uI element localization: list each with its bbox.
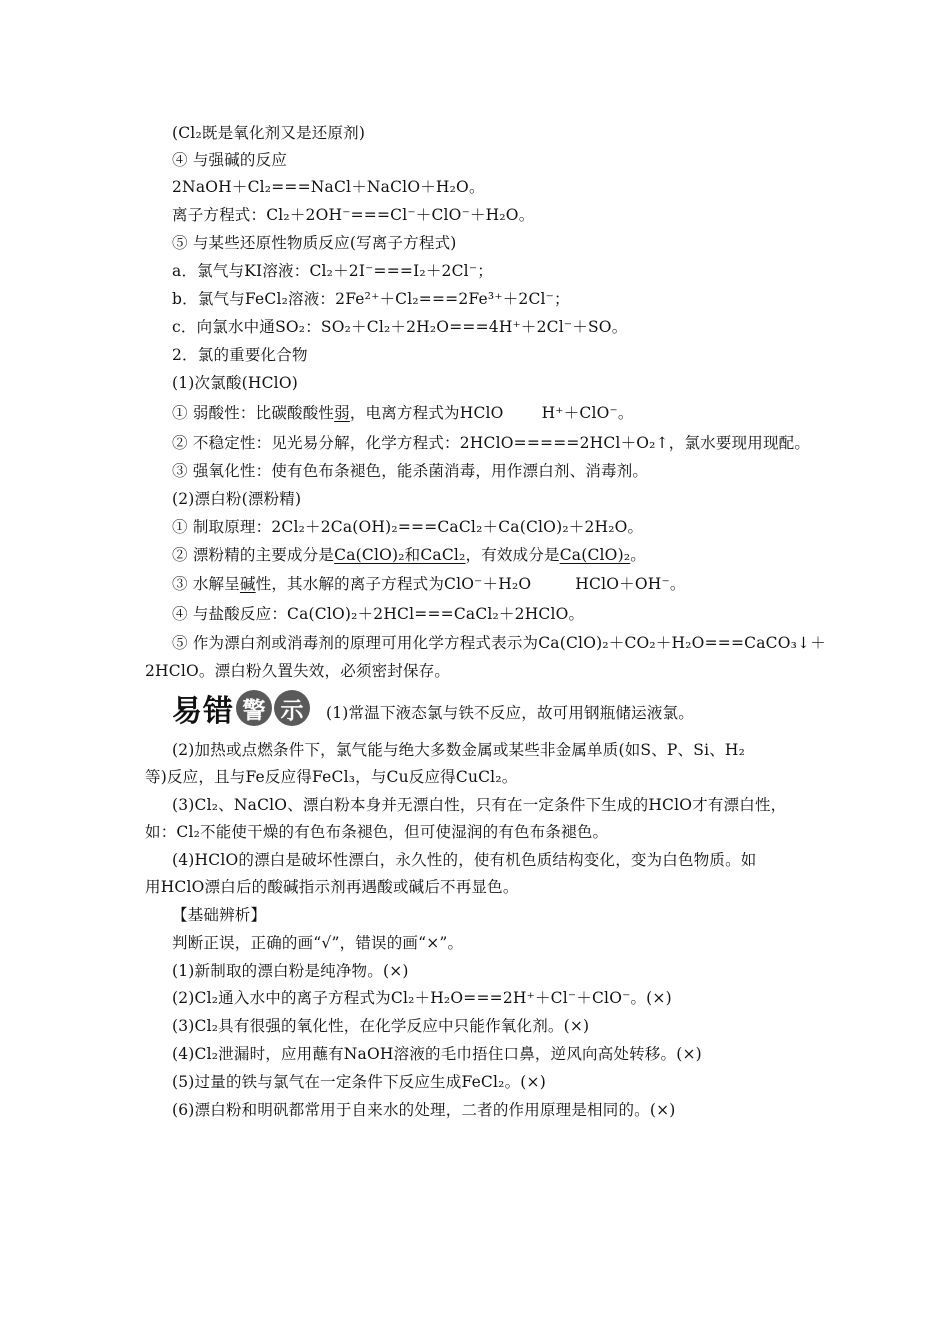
warning-item: (3)Cl₂、NaClO、漂白粉本身并无漂白性，只有在一定条件下生成的HClO才有漂白性， <box>172 796 787 814</box>
text-line: (Cl₂既是氧化剂又是还原剂) <box>172 124 366 142</box>
judgement-item: (2)Cl₂通入水中的离子方程式为Cl₂＋H₂O===2H⁺＋Cl⁻＋ClO⁻。(×) <box>172 989 672 1007</box>
text-line: ① 弱酸性：比碳酸酸性弱，电离方程式为HClO H⁺＋ClO⁻。 <box>172 404 634 422</box>
warning-item-cont: 如：Cl₂不能使干燥的有色布条褪色，但可使湿润的有色布条褪色。 <box>145 823 609 841</box>
judgement-item: (5)过量的铁与氯气在一定条件下反应生成FeCl₂。(×) <box>172 1073 546 1091</box>
analysis-heading: 【基础辨析】 <box>172 906 267 924</box>
warning-item: (2)加热或点燃条件下，氯气能与绝大多数金属或某些非金属单质(如S、P、Si、H₂ <box>172 741 746 759</box>
underlined-answer: Ca(ClO)₂ <box>559 546 631 564</box>
analysis-intro: 判断正误，正确的画“√”，错误的画“×”。 <box>172 934 464 952</box>
text-line: ⑤ 与某些还原性物质反应(写离子方程式) <box>172 234 457 252</box>
error-warning-banner <box>172 686 694 730</box>
warning-item-cont: 等)反应，且与Fe反应得FeCl₃，与Cu反应得CuCl₂。 <box>145 768 518 786</box>
text-line: 2HClO。漂白粉久置失效，必须密封保存。 <box>145 662 451 680</box>
judgement-item: (3)Cl₂具有很强的氧化性，在化学反应中只能作氧化剂。(×) <box>172 1017 590 1035</box>
text-line: b．氯气与FeCl₂溶液：2Fe²⁺＋Cl₂===2Fe³⁺＋2Cl⁻； <box>172 290 570 308</box>
banner-circle-char: 示 <box>274 690 310 726</box>
warning-item: (4)HClO的漂白是破坏性漂白，永久性的，使有机色质结构变化，变为白色物质。如 <box>172 851 757 869</box>
text-line: ③ 强氧化性：使有色布条褪色，能杀菌消毒，用作漂白剂、消毒剂。 <box>172 462 649 480</box>
text-line: ④ 与盐酸反应：Ca(ClO)₂＋2HCl===CaCl₂＋2HClO。 <box>172 605 585 623</box>
underlined-answer: 弱 <box>334 404 350 422</box>
subsection-heading: (1)次氯酸(HClO) <box>172 374 298 392</box>
text-line: ② 不稳定性：见光易分解，化学方程式：2HClO=====2HCl＋O₂↑，氯水要现用现配。 <box>172 434 811 452</box>
text-line: 离子方程式：Cl₂＋2OH⁻===Cl⁻＋ClO⁻＋H₂O。 <box>172 206 535 224</box>
text-line: ③ 水解呈碱性，其水解的离子方程式为ClO⁻＋H₂O HClO＋OH⁻。 <box>172 575 686 593</box>
text-line: 2NaOH＋Cl₂===NaCl＋NaClO＋H₂O。 <box>172 178 485 196</box>
banner-title: 易错 <box>172 694 234 729</box>
judgement-item: (1)新制取的漂白粉是纯净物。(×) <box>172 962 409 980</box>
judgement-item: (4)Cl₂泄漏时，应用蘸有NaOH溶液的毛巾捂住口鼻，逆风向高处转移。(×) <box>172 1045 702 1063</box>
banner-circle-char: 警 <box>236 690 272 726</box>
text-line: ④ 与强碱的反应 <box>172 151 288 169</box>
warning-item-cont: 用HClO漂白后的酸碱指示剂再遇酸或碱后不再显色。 <box>145 878 519 896</box>
warning-item: (1)常温下液态氯与铁不反应，故可用钢瓶储运液氯。 <box>326 704 694 722</box>
underlined-answer: Ca(ClO)₂和CaCl₂ <box>334 546 466 564</box>
text-line: a．氯气与KI溶液：Cl₂＋2I⁻===I₂＋2Cl⁻； <box>172 262 493 280</box>
text-line: ⑤ 作为漂白剂或消毒剂的原理可用化学方程式表示为Ca(ClO)₂＋CO₂＋H₂O===CaCO₃↓＋ <box>172 634 826 652</box>
subsection-heading: (2)漂白粉(漂粉精) <box>172 490 302 508</box>
section-heading: 2．氯的重要化合物 <box>172 346 308 364</box>
text-line: ② 漂粉精的主要成分是Ca(ClO)₂和CaCl₂，有效成分是Ca(ClO)₂。 <box>172 546 646 564</box>
text-line: ① 制取原理：2Cl₂＋2Ca(OH)₂===CaCl₂＋Ca(ClO)₂＋2H₂O。 <box>172 518 644 536</box>
underlined-answer: 碱 <box>239 575 256 593</box>
judgement-item: (6)漂白粉和明矾都常用于自来水的处理，二者的作用原理是相同的。(×) <box>172 1101 676 1119</box>
text-line: c．向氯水中通SO₂：SO₂＋Cl₂＋2H₂O===4H⁺＋2Cl⁻＋SO。 <box>172 318 628 336</box>
